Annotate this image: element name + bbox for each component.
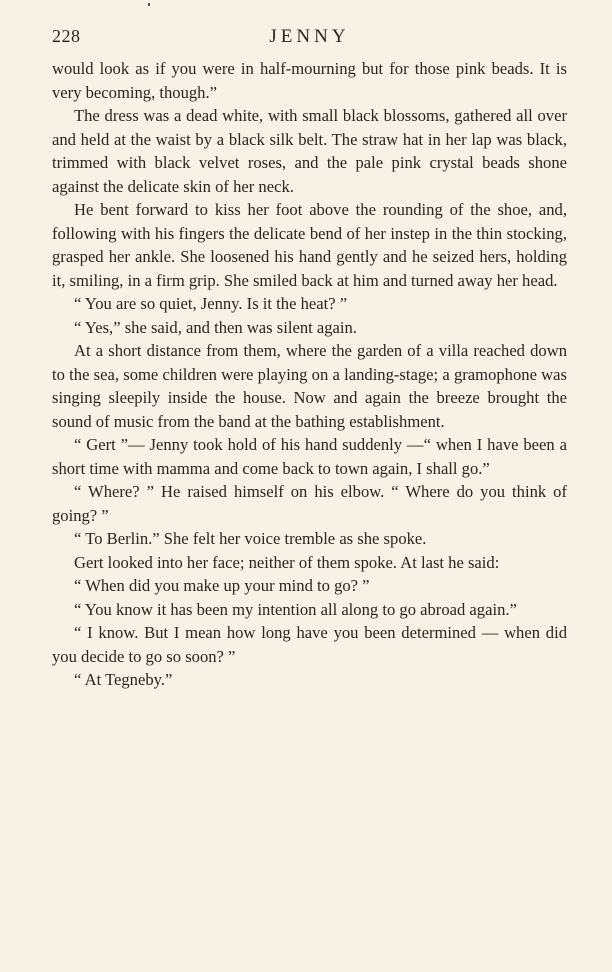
paragraph: “ You know it has been my intention all along to go abroad again.”: [74, 599, 517, 619]
paragraph: Gert looked into her face; neither of them spoke. At last he said:: [74, 552, 500, 572]
paragraph: “ You are so quiet, Jenny. Is it the heat? ”: [74, 294, 348, 313]
print-speck: [148, 3, 150, 6]
paragraph: “ When did you make up your mind to go? ”: [74, 576, 370, 595]
paragraph: “ At Tegneby.”: [74, 670, 173, 689]
paragraph: “ Yes,” she said, and then was silent again.: [74, 317, 357, 337]
body-text: [52, 57, 567, 692]
paragraph: “ To Berlin.” She felt her voice tremble as she spoke.: [74, 529, 427, 548]
paragraph: He bent forward to kiss her foot above the rounding of the shoe, and, following with his fingers the delicate bend of her instep in the thin stocking, grasped her ankle. She loosened his hand gently and he seized hers, holding it, smiling, in a firm grip. She smiled back at him and turned away her head.: [52, 200, 567, 290]
paragraph: “ I know. But I mean how long have you been determined — when did you decide to go so soon? ”: [52, 623, 567, 666]
paragraph: At a short distance from them, where the garden of a villa reached down to the sea, some children were playing on a landing-stage; a gramophone was singing sleepily inside the house. Now and again the breeze brought the sound of music from the band at the bathing establishment.: [52, 341, 567, 431]
running-head: [52, 26, 567, 50]
page-number: 228: [52, 26, 81, 46]
paragraph: would look as if you were in half-mourning but for those pink beads. It is very becoming, though.”: [52, 59, 567, 102]
running-title: JENNY: [269, 26, 350, 47]
paragraph: “ Gert ”— Jenny took hold of his hand suddenly —“ when I have been a short time with mamma and come back to town again, I shall go.”: [52, 435, 567, 478]
paragraph: The dress was a dead white, with small black blossoms, gathered all over and held at the waist by a black silk belt. The straw hat in her lap was black, trimmed with black velvet roses, and the pale pink crystal beads shone against the delicate skin of her neck.: [52, 106, 567, 196]
paragraph: “ Where? ” He raised himself on his elbow. “ Where do you think of going? ”: [52, 482, 567, 525]
